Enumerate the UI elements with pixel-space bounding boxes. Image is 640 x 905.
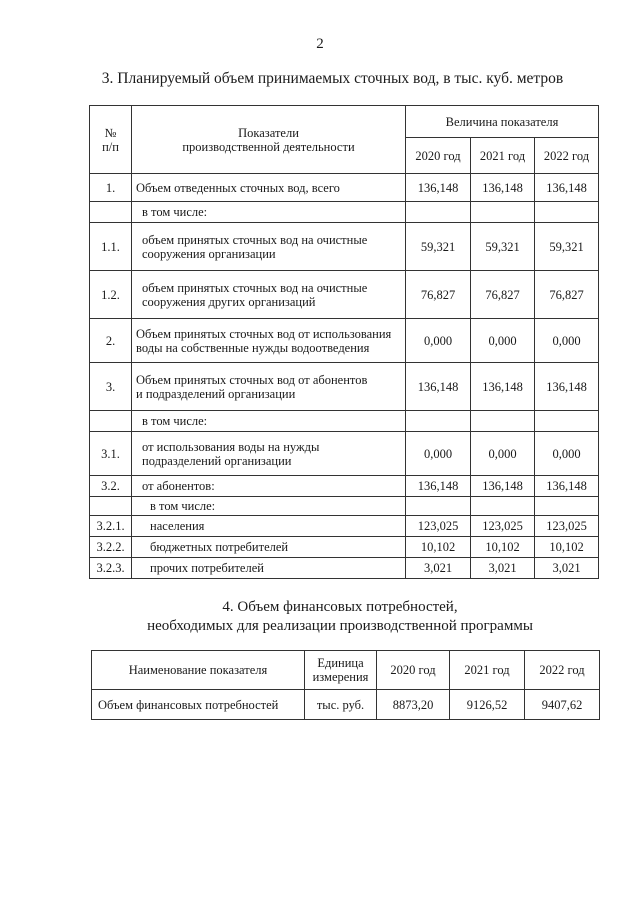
row-value: 9126,52 — [450, 690, 525, 720]
header-year-2021: 2021 год — [471, 138, 535, 174]
table-row — [90, 516, 599, 537]
table-row — [90, 223, 599, 271]
table-row — [90, 363, 599, 411]
row-value: 136,148 — [535, 363, 599, 411]
row-value: 136,148 — [406, 174, 471, 202]
row-name: Объем отведенных сточных вод, всего — [132, 174, 406, 202]
row-name: в том числе: — [132, 497, 406, 516]
header-num: № п/п — [90, 106, 132, 174]
row-value: 10,102 — [471, 537, 535, 558]
row-value: 10,102 — [535, 537, 599, 558]
table-row — [90, 319, 599, 363]
header-year-2020: 2020 год — [406, 138, 471, 174]
row-value: 76,827 — [535, 271, 599, 319]
table-row — [90, 202, 599, 223]
row-value — [406, 497, 471, 516]
row-value: 0,000 — [471, 319, 535, 363]
row-name: населения — [132, 516, 406, 537]
row-name: Объем финансовых потребностей — [92, 690, 305, 720]
row-num: 1.1. — [90, 223, 132, 271]
table-row — [90, 476, 599, 497]
row-value: 0,000 — [535, 432, 599, 476]
row-value — [471, 202, 535, 223]
row-value: 76,827 — [471, 271, 535, 319]
row-value: 123,025 — [535, 516, 599, 537]
row-unit: тыс. руб. — [305, 690, 377, 720]
table-row — [90, 537, 599, 558]
table-row — [90, 558, 599, 579]
row-value — [535, 497, 599, 516]
row-value: 136,148 — [471, 363, 535, 411]
table-row — [90, 497, 599, 516]
row-name: от использования воды на нужды подразделений организации — [132, 432, 406, 476]
row-value: 76,827 — [406, 271, 471, 319]
row-name: объем принятых сточных вод на очистные сооружения организации — [132, 223, 406, 271]
row-value: 0,000 — [406, 319, 471, 363]
section4-title: 4. Объем финансовых потребностей, необходимых для реализации производственной программы — [147, 599, 533, 634]
table-row — [90, 174, 599, 202]
row-num — [90, 497, 132, 516]
row-name: Объем принятых сточных вод от абонентов и подразделений организации — [132, 363, 406, 411]
row-name: объем принятых сточных вод на очистные сооружения других организаций — [132, 271, 406, 319]
row-value: 136,148 — [406, 476, 471, 497]
row-num: 3.2.1. — [90, 516, 132, 537]
row-num: 3.2.3. — [90, 558, 132, 579]
row-value: 10,102 — [406, 537, 471, 558]
row-value: 136,148 — [535, 174, 599, 202]
table-row — [92, 690, 600, 720]
row-name: прочих потребителей — [132, 558, 406, 579]
table-row — [90, 271, 599, 319]
row-name: бюджетных потребителей — [132, 537, 406, 558]
row-value: 0,000 — [406, 432, 471, 476]
row-value: 136,148 — [471, 476, 535, 497]
row-value: 3,021 — [471, 558, 535, 579]
row-num: 3.1. — [90, 432, 132, 476]
row-name: в том числе: — [132, 202, 406, 223]
header-value-group: Величина показателя — [406, 106, 599, 138]
header-unit: Единица измерения — [305, 651, 377, 690]
row-value — [535, 202, 599, 223]
page-number: 2 — [316, 36, 324, 52]
row-num: 3. — [90, 363, 132, 411]
row-value: 123,025 — [471, 516, 535, 537]
row-value: 0,000 — [471, 432, 535, 476]
row-value — [471, 411, 535, 432]
header-indicator: Показатели производственной деятельности — [132, 106, 406, 174]
row-value — [406, 411, 471, 432]
financial-table — [91, 650, 600, 720]
row-num: 1.2. — [90, 271, 132, 319]
row-name: в том числе: — [132, 411, 406, 432]
row-value: 59,321 — [406, 223, 471, 271]
row-name: Объем принятых сточных вод от использования воды на собственные нужды водоотведения — [132, 319, 406, 363]
row-num: 3.2.2. — [90, 537, 132, 558]
row-value: 59,321 — [471, 223, 535, 271]
row-value — [471, 497, 535, 516]
row-num: 3.2. — [90, 476, 132, 497]
table-row — [90, 411, 599, 432]
wastewater-table — [89, 105, 599, 579]
row-value: 59,321 — [535, 223, 599, 271]
row-value: 3,021 — [406, 558, 471, 579]
row-value: 136,148 — [406, 363, 471, 411]
row-value: 0,000 — [535, 319, 599, 363]
section3-title: 3. Планируемый объем принимаемых сточных вод, в тыс. куб. метров — [101, 70, 564, 87]
row-value: 136,148 — [471, 174, 535, 202]
row-value — [406, 202, 471, 223]
row-num — [90, 202, 132, 223]
row-value: 3,021 — [535, 558, 599, 579]
row-num: 2. — [90, 319, 132, 363]
table-row — [90, 432, 599, 476]
header-year-2022: 2022 год — [535, 138, 599, 174]
row-value: 136,148 — [535, 476, 599, 497]
header-year-2022: 2022 год — [525, 651, 600, 690]
row-value: 8873,20 — [377, 690, 450, 720]
row-value — [535, 411, 599, 432]
row-name: от абонентов: — [132, 476, 406, 497]
header-name: Наименование показателя — [92, 651, 305, 690]
row-value: 9407,62 — [525, 690, 600, 720]
row-num: 1. — [90, 174, 132, 202]
header-year-2021: 2021 год — [450, 651, 525, 690]
row-value: 123,025 — [406, 516, 471, 537]
header-year-2020: 2020 год — [377, 651, 450, 690]
row-num — [90, 411, 132, 432]
